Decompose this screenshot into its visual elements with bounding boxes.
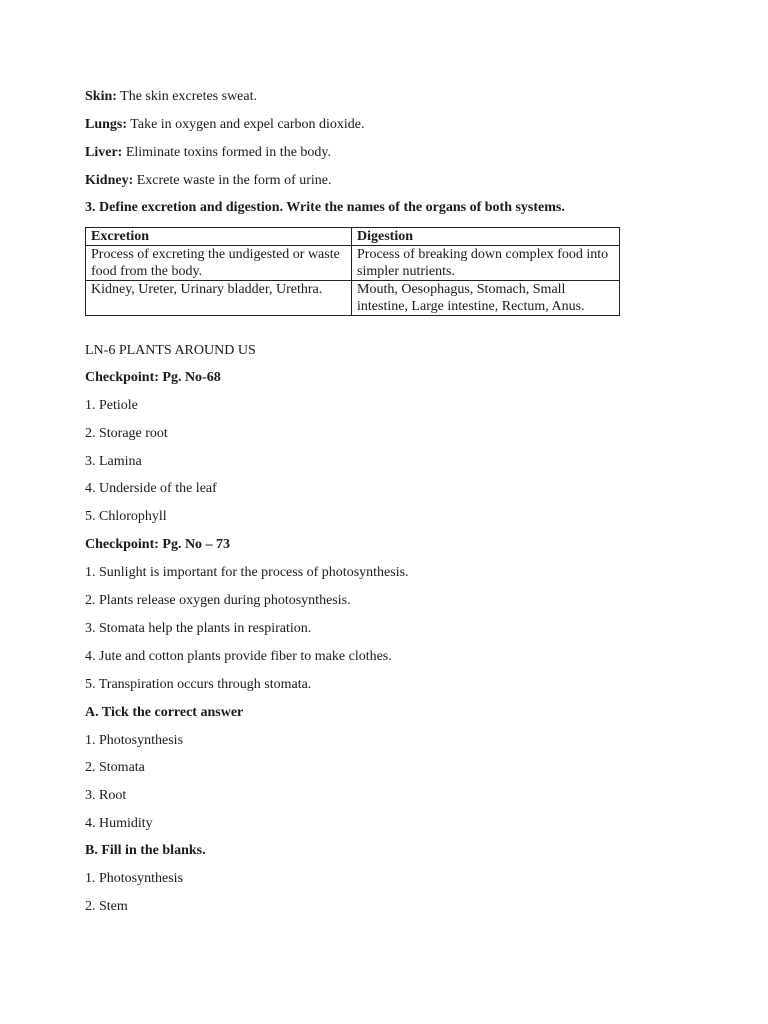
organ-term: Lungs: [85, 117, 128, 132]
list-item: 2. Storage root [85, 426, 168, 441]
organ-skin [85, 89, 257, 105]
section-heading: B. Fill in the blanks. [85, 843, 206, 858]
organ-term: Skin: [85, 89, 117, 104]
organ-kidney [85, 173, 332, 189]
organ-liver [85, 145, 331, 161]
organ-term: Kidney: [85, 173, 134, 188]
organ-term: Liver: [85, 145, 123, 160]
list-item: 3. Lamina [85, 454, 142, 469]
list-item: 5. Transpiration occurs through stomata. [85, 677, 312, 692]
question-heading: 3. Define excretion and digestion. Write the names of the organs of both systems. [85, 200, 565, 215]
list-item: 4. Underside of the leaf [85, 481, 217, 496]
table-header-row [86, 228, 620, 246]
table-header-cell: Excretion [86, 228, 352, 246]
organ-lungs [85, 117, 365, 133]
list-item: 3. Stomata help the plants in respiration. [85, 621, 312, 636]
list-item: 4. Humidity [85, 816, 153, 831]
lesson-title: LN-6 PLANTS AROUND US [85, 343, 256, 358]
list-item: 1. Petiole [85, 398, 138, 413]
table-cell: Process of breaking down complex food into simpler nutrients. [352, 246, 620, 281]
list-item: 2. Stomata [85, 760, 145, 775]
list-item: 1. Sunlight is important for the process of photosynthesis. [85, 565, 409, 580]
list-item: 4. Jute and cotton plants provide fiber to make clothes. [85, 649, 392, 664]
table-row [86, 281, 620, 316]
excretion-digestion-table [85, 227, 620, 316]
table-row [86, 246, 620, 281]
organ-description: Eliminate toxins formed in the body. [122, 145, 331, 160]
organ-description: Take in oxygen and expel carbon dioxide. [127, 117, 365, 132]
list-item: 5. Chlorophyll [85, 509, 167, 524]
section-heading: A. Tick the correct answer [85, 705, 244, 720]
list-item: 2. Plants release oxygen during photosynthesis. [85, 593, 351, 608]
table-cell: Process of excreting the undigested or waste food from the body. [86, 246, 352, 281]
organ-description: The skin excretes sweat. [116, 89, 258, 104]
list-item: 2. Stem [85, 899, 128, 914]
table-cell: Mouth, Oesophagus, Stomach, Small intestine, Large intestine, Rectum, Anus. [352, 281, 620, 316]
checkpoint-heading: Checkpoint: Pg. No – 73 [85, 537, 231, 552]
organ-description: Excrete waste in the form of urine. [133, 173, 332, 188]
list-item: 3. Root [85, 788, 127, 803]
list-item: 1. Photosynthesis [85, 733, 184, 748]
checkpoint-heading: Checkpoint: Pg. No-68 [85, 370, 221, 385]
table-header-cell: Digestion [352, 228, 620, 246]
table-cell: Kidney, Ureter, Urinary bladder, Urethra. [86, 281, 352, 316]
list-item: 1. Photosynthesis [85, 871, 184, 886]
